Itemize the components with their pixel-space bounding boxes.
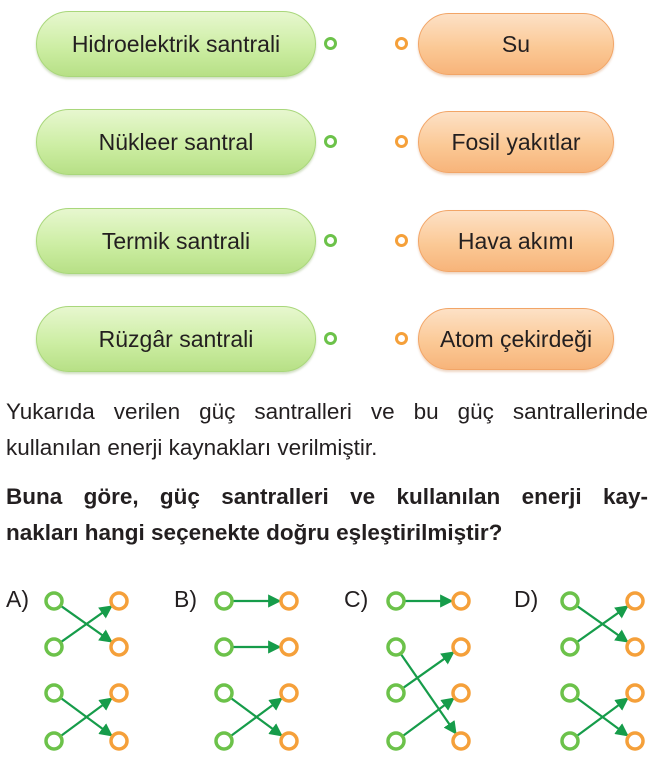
source-node — [111, 593, 127, 609]
option-b-diagram — [216, 593, 297, 749]
source-label: Su — [501, 30, 531, 57]
source-node — [281, 685, 297, 701]
source-node — [281, 733, 297, 749]
plant-node — [46, 733, 62, 749]
plant-node — [46, 639, 62, 655]
source-node — [281, 639, 297, 655]
question-line: Buna göre, güç santralleri ve kullanılan enerji kay- — [6, 484, 648, 509]
source-node — [627, 639, 643, 655]
plant-label: Rüzgâr santrali — [98, 325, 254, 352]
intro-line: kullanılan enerji kaynakları verilmiştir. — [6, 435, 378, 460]
source-label: Hava akımı — [457, 227, 575, 254]
plant-label: Termik santrali — [101, 227, 251, 254]
plant-node — [216, 685, 232, 701]
plant-node — [216, 593, 232, 609]
plant-node — [562, 733, 578, 749]
plant-node — [388, 593, 404, 609]
option-d-diagram — [562, 593, 643, 749]
match-arrow — [400, 653, 456, 734]
plant-node — [562, 639, 578, 655]
plant-node — [388, 685, 404, 701]
match-arrow — [402, 652, 454, 689]
plant-node — [46, 593, 62, 609]
plant-node — [388, 639, 404, 655]
source-node — [111, 685, 127, 701]
question-line: nakları hangi seçenekte doğru eşleştirilmiştir? — [6, 520, 503, 545]
intro-line: Yukarıda verilen güç santralleri ve bu güç santrallerinde — [6, 399, 648, 424]
source-node — [453, 639, 469, 655]
plant-node — [388, 733, 404, 749]
plant-node — [216, 733, 232, 749]
option-b-label[interactable]: B) — [174, 586, 197, 612]
option-a-diagram — [46, 593, 127, 749]
source-label: Fosil yakıtlar — [451, 128, 581, 155]
source-node — [453, 733, 469, 749]
plant-label: Nükleer santral — [98, 128, 254, 155]
source-node — [453, 685, 469, 701]
plant-node — [46, 685, 62, 701]
source-node — [627, 593, 643, 609]
plant-node — [562, 593, 578, 609]
source-label: Atom çekirdeği — [439, 325, 593, 352]
option-d-label[interactable]: D) — [514, 586, 539, 612]
plant-label: Hidroelektrik santrali — [71, 30, 281, 57]
plant-node — [562, 685, 578, 701]
source-node — [111, 733, 127, 749]
source-node — [281, 593, 297, 609]
source-node — [627, 733, 643, 749]
plant-node — [216, 639, 232, 655]
option-c-label[interactable]: C) — [344, 586, 369, 612]
option-a-label[interactable]: A) — [6, 586, 29, 612]
option-c-diagram — [388, 593, 469, 749]
source-node — [627, 685, 643, 701]
source-node — [453, 593, 469, 609]
source-node — [111, 639, 127, 655]
